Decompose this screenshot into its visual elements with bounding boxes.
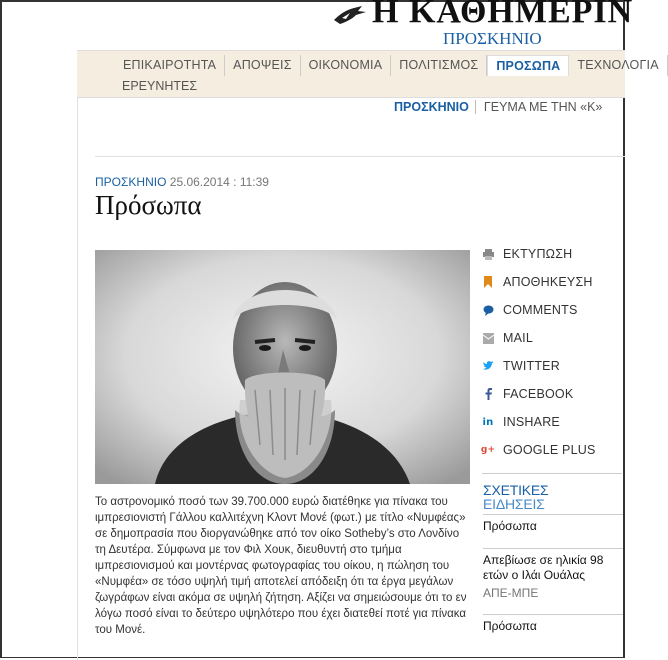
nav-item-oikonomia[interactable]: ΟΙΚΟΝΟΜΙΑ xyxy=(301,55,392,76)
related-title-line2: ΕΙΔΗΣΕΙΣ xyxy=(483,496,545,512)
masthead[interactable] xyxy=(332,2,633,28)
twitter-button[interactable] xyxy=(482,352,622,380)
logo-text: Η ΚΑΘΗΜΕΡΙΝ xyxy=(372,0,634,30)
bird-logo-icon xyxy=(332,4,368,26)
article-body xyxy=(95,494,473,638)
google-plus-label: GOOGLE PLUS xyxy=(503,443,596,457)
twitter-label: TWITTER xyxy=(503,359,560,373)
article-datetime: 25.06.2014 : 11:39 xyxy=(166,175,269,189)
article-meta xyxy=(95,175,269,189)
nav-item-texnologia[interactable]: ΤΕΧΝΟΛΟΓΙΑ xyxy=(569,55,667,76)
comments-label: COMMENTS xyxy=(503,303,578,317)
share-tools xyxy=(482,240,622,464)
linkedin-icon: in xyxy=(482,416,494,428)
nav-item-erevnites[interactable]: ΕΡΕΥΝΗΤΕΣ xyxy=(122,79,198,93)
subnav-item-proskinio[interactable]: ΠΡΟΣΚΗΝΙΟ xyxy=(394,100,476,114)
portrait-image xyxy=(95,250,470,484)
google-plus-button[interactable] xyxy=(482,436,622,464)
divider xyxy=(483,548,623,549)
inshare-button[interactable] xyxy=(482,408,622,436)
article-paragraph: Το αστρονομικό ποσό των 39.700.000 ευρώ διατέθηκε για πίνακα του ιμπρεσιονιστή Γάλλου καλλιτέχνη Κλοντ Μονέ (φωτ.) με τίτλο «Νυμφέας» σε δημοπρασία που διοργανώθηκε από τον οίκο Sotheby’s στο Λονδίνο τη Δευτέρα. Σύμφωνα με τον Φιλ Χουκ, διευθυντή στο τμήμα ιμπρεσιονισμού και μοντέρνας φωτογραφίας του οίκου, η πώληση του «Νυμφέα» σε τόσο υψηλή τιμή αποτελεί απόδειξη ότι τα έργα μεγάλων ζωγράφων είναι ακόμα σε υψηλή ζήτηση. Αξίζει να σημειώσουμε ότι το εν λόγω ποσό είναι το δεύτερο υψηλότερο που έχει διατεθεί ποτέ για πίνακα του Μονέ. xyxy=(95,496,467,636)
related-title-line1: ΣΧΕΤΙΚΕΣ xyxy=(483,482,549,498)
google-plus-icon: g+ xyxy=(480,445,496,455)
save-button[interactable] xyxy=(482,268,622,296)
related-item-link[interactable]: Απεβίωσε σε ηλικία 98 ετών ο Ιλάι Ουάλας xyxy=(483,553,604,582)
twitter-icon xyxy=(482,359,494,373)
print-icon xyxy=(482,247,494,261)
mail-label: MAIL xyxy=(503,331,533,345)
comments-button[interactable] xyxy=(482,296,622,324)
section-title[interactable]: ΠΡΟΣΚΗΝΙΟ xyxy=(443,29,542,48)
nav-row xyxy=(115,55,668,76)
facebook-label: FACEBOOK xyxy=(503,387,574,401)
article-title: Πρόσωπα xyxy=(95,190,202,220)
related-item-link[interactable]: Πρόσωπα xyxy=(483,619,537,633)
facebook-icon xyxy=(482,387,494,401)
subnav-item-gevma[interactable]: ΓΕΥΜΑ ΜΕ ΤΗΝ «Κ» xyxy=(483,100,603,114)
related-item-link[interactable]: Πρόσωπα xyxy=(483,519,537,533)
save-label: ΑΠΟΘΗΚΕΥΣΗ xyxy=(503,275,593,289)
related-item-source: ΑΠΕ-ΜΠΕ xyxy=(483,586,539,600)
related-news-title xyxy=(483,483,623,511)
comment-icon xyxy=(482,303,494,317)
divider xyxy=(482,473,622,474)
article-category[interactable]: ΠΡΟΣΚΗΝΙΟ xyxy=(95,175,167,189)
divider xyxy=(95,156,625,160)
facebook-button[interactable] xyxy=(482,380,622,408)
mail-button[interactable] xyxy=(482,324,622,352)
mail-icon xyxy=(482,331,494,345)
article-photo xyxy=(95,250,470,484)
print-button[interactable] xyxy=(482,240,622,268)
inshare-label: INSHARE xyxy=(503,415,560,429)
nav-item-politismos[interactable]: ΠΟΛΙΤΙΣΜΟΣ xyxy=(391,55,487,76)
sub-nav xyxy=(394,100,602,114)
related-news xyxy=(483,483,623,634)
divider xyxy=(483,514,623,515)
nav-item-prosopa[interactable]: ΠΡΟΣΩΠΑ xyxy=(487,55,569,76)
print-label: ΕΚΤΥΠΩΣΗ xyxy=(503,247,573,261)
bookmark-icon xyxy=(482,275,494,289)
nav-item-epikairotita[interactable]: ΕΠΙΚΑΙΡΟΤΗΤΑ xyxy=(115,55,225,76)
divider xyxy=(77,98,78,660)
nav-item-apopseis[interactable]: ΑΠΟΨΕΙΣ xyxy=(225,55,300,76)
divider xyxy=(483,614,623,615)
main-nav xyxy=(77,50,659,98)
